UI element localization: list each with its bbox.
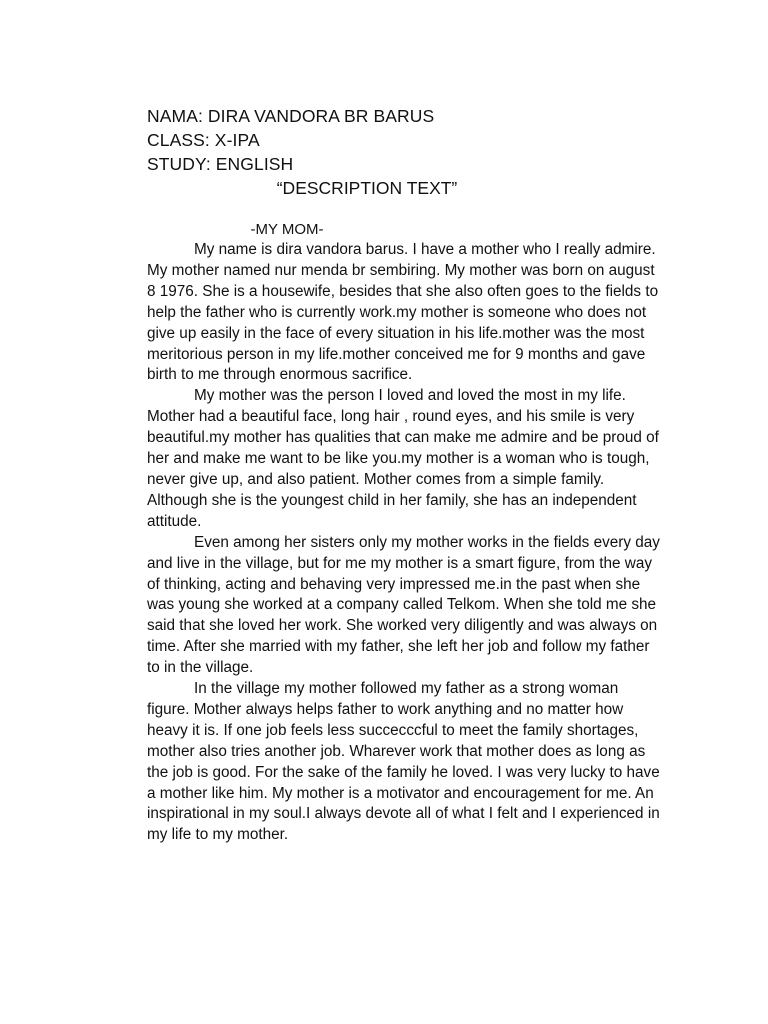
student-header [147, 104, 667, 176]
document-title: “DESCRIPTION TEXT” [276, 178, 458, 198]
paragraph-3: Even among her sisters only my mother works in the fields every day and live in the village, but for me my mother is a smart figure, from the way of thinking, acting and behaving very impressed me.in the past when she was young she worked at a company called Telkom. When she told me she said that she loved her work. She worked very diligently and was always on time. After she married with my father, she left her job and follow my father to in the village. [147, 533, 660, 677]
paragraph-2: My mother was the person I loved and loved the most in my life. Mother had a beautiful face, long hair , round eyes, and his smile is very beautiful.my mother has qualities that can make me admire and be proud of her and make me want to be like you.my mother is a woman who is tough, never give up, and also patient. Mother comes from a simple family. Although she is the youngest child in her family, she has an independent attitude. [147, 387, 659, 530]
study-subject: STUDY: ENGLISH [147, 154, 294, 174]
student-class: CLASS: X-IPA [147, 130, 260, 150]
essay-subtitle: -MY MOM- [250, 221, 324, 238]
student-name: NAMA: DIRA VANDORA BR BARUS [147, 106, 435, 126]
paragraph-4: In the village my mother followed my father as a strong woman figure. Mother always helps father to work anything and no matter how heavy it is. If one job feels less succecccful to meet the family shortages, mother also tries another job. Wharever work that mother does as long as the job is good. For the sake of the family he loved. I was very lucky to have a mother like him. My mother is a motivator and encouragement for me. An inspirational in my soul.I always devote all of what I felt and I experienced in my life to my mother. [147, 680, 660, 844]
essay-body [147, 240, 661, 846]
paragraph-1: My name is dira vandora barus. I have a mother who I really admire. My mother named nur menda br sembiring. My mother was born on august 8 1976. She is a housewife, besides that she also often goes to the fields to help the father who is currently work.my mother is someone who does not give up easily in the face of every situation in his life.mother was the most meritorious person in my life.mother conceived me for 9 months and gave birth to me through enormous sacrifice. [147, 241, 659, 384]
